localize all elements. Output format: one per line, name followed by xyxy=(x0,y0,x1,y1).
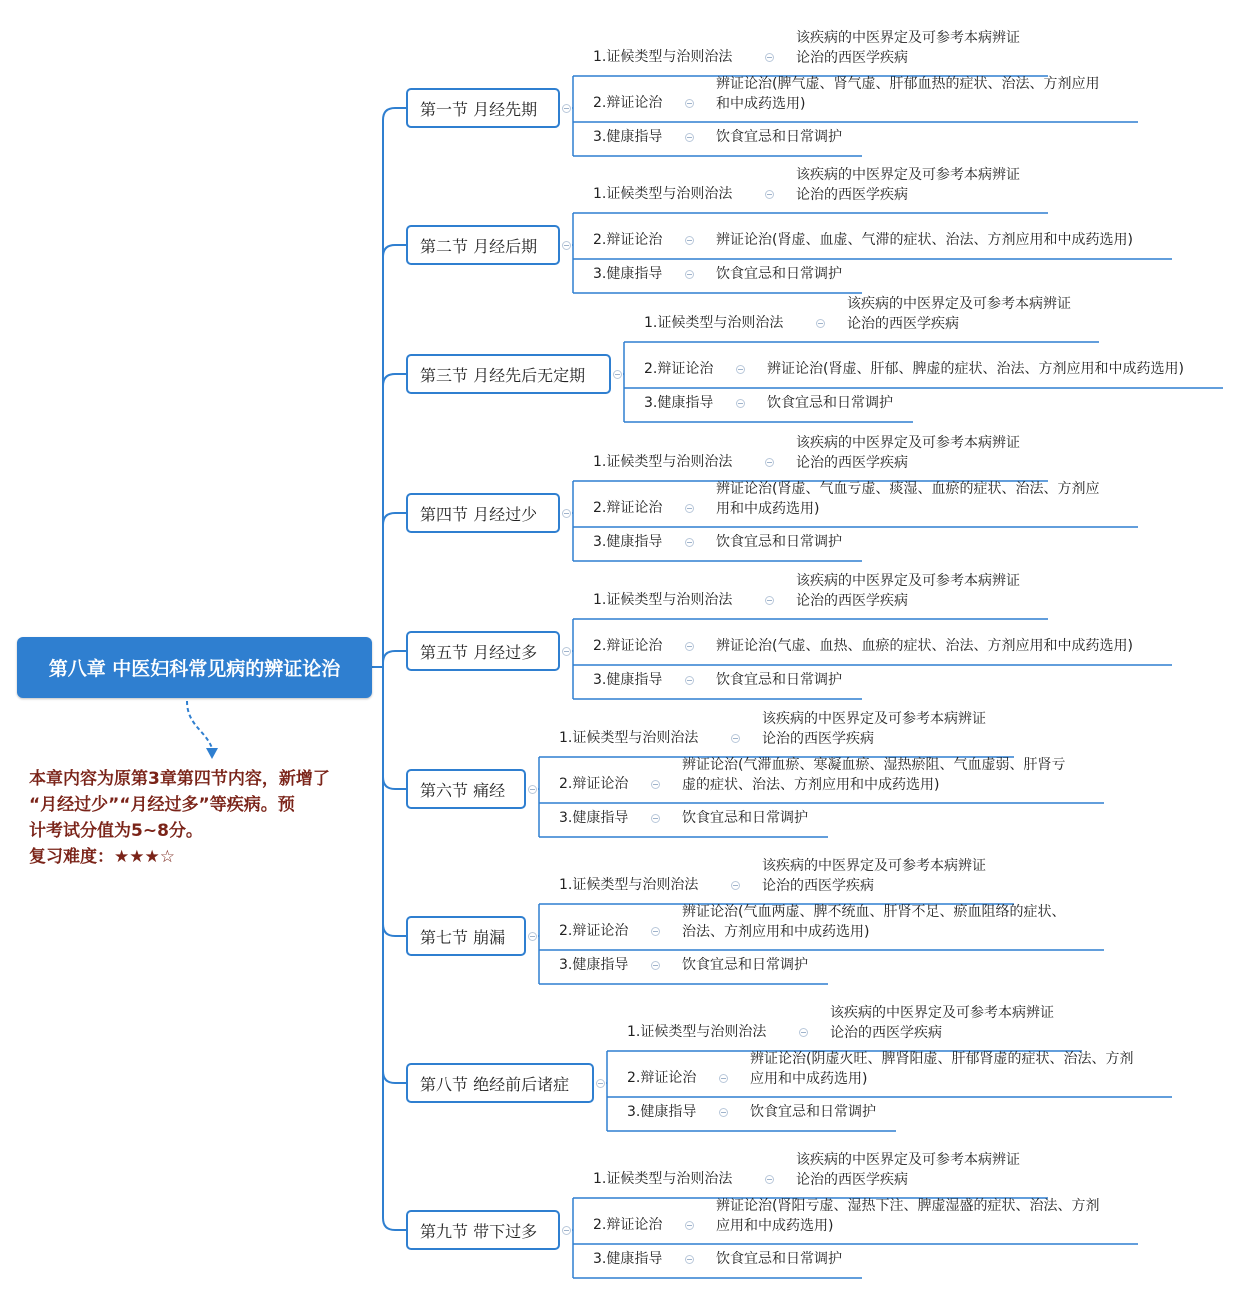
collapse-toggle-icon[interactable] xyxy=(562,104,571,113)
leaf-text xyxy=(716,636,1133,656)
leaf-text xyxy=(682,955,808,975)
leaf-text xyxy=(750,1049,1133,1089)
leaf-line: 该疾病的中医界定及可参考本病辨证 xyxy=(796,30,1020,46)
leaf-text xyxy=(796,28,1020,68)
leaf-line: 和中成药选用) xyxy=(716,96,806,112)
section-title: 第四节 月经过少 xyxy=(420,504,538,524)
section-connector xyxy=(383,513,406,525)
leaf-line: 论治的西医学疾病 xyxy=(796,593,908,609)
subtopic-label[interactable]: 3.健康指导 xyxy=(559,810,629,826)
leaf-line: 用和中成药选用) xyxy=(716,501,820,517)
leaf-line: 该疾病的中医界定及可参考本病辨证 xyxy=(762,858,986,874)
leaf-line: 饮食宜忌和日常调护 xyxy=(716,266,842,282)
collapse-toggle-icon[interactable] xyxy=(562,1226,571,1235)
collapse-toggle-icon[interactable] xyxy=(685,99,694,108)
section-connector xyxy=(383,651,406,663)
section-title: 第一节 月经先期 xyxy=(420,99,538,119)
section-title: 第五节 月经过多 xyxy=(420,642,538,662)
subtopic-label[interactable]: 2.辩证论治 xyxy=(593,232,663,248)
section-connector xyxy=(383,777,406,789)
subtopic-label[interactable]: 2.辩证论治 xyxy=(593,638,663,654)
subtopic-label[interactable]: 3.健康指导 xyxy=(593,534,663,550)
collapse-toggle-icon[interactable] xyxy=(651,927,660,936)
section-connector xyxy=(383,1071,406,1083)
root-title: 第八章 中医妇科常见病的辨证论治 xyxy=(48,658,341,680)
section-node[interactable] xyxy=(406,493,560,533)
collapse-toggle-icon[interactable] xyxy=(651,961,660,970)
collapse-toggle-icon[interactable] xyxy=(596,1079,605,1088)
leaf-text xyxy=(767,393,893,413)
subtopic-label[interactable]: 3.健康指导 xyxy=(559,957,629,973)
subtopic-label[interactable]: 2.辩证论治 xyxy=(627,1070,697,1086)
section-connector xyxy=(383,245,406,257)
leaf-line: 论治的西医学疾病 xyxy=(762,731,874,747)
note-link-arrow xyxy=(206,748,218,759)
leaf-line: 饮食宜忌和日常调护 xyxy=(716,672,842,688)
note-line: “月经过少”“月经过多”等疾病。预 xyxy=(29,795,295,815)
section-title: 第二节 月经后期 xyxy=(420,236,538,256)
section-node[interactable] xyxy=(406,1210,560,1250)
note-line: 计考试分值为5~8分。 xyxy=(29,821,203,841)
subtopic-label[interactable]: 1.证候类型与治则治法 xyxy=(593,49,733,65)
leaf-line: 辨证论治(气滞血瘀、寒凝血瘀、湿热瘀阻、气血虚弱、肝肾亏 xyxy=(682,757,1066,773)
section-title: 第九节 带下过多 xyxy=(420,1221,538,1241)
collapse-toggle-icon[interactable] xyxy=(613,370,622,379)
leaf-line: 饮食宜忌和日常调护 xyxy=(716,534,842,550)
leaf-line: 该疾病的中医界定及可参考本病辨证 xyxy=(796,573,1020,589)
root-topic[interactable] xyxy=(17,637,372,698)
collapse-toggle-icon[interactable] xyxy=(731,881,740,890)
collapse-toggle-icon[interactable] xyxy=(685,133,694,142)
leaf-line: 该疾病的中医界定及可参考本病辨证 xyxy=(796,435,1020,451)
leaf-line: 治法、方剂应用和中成药选用) xyxy=(682,924,870,940)
leaf-line: 应用和中成药选用) xyxy=(750,1071,868,1087)
leaf-line: 饮食宜忌和日常调护 xyxy=(716,129,842,145)
section-title: 第八节 绝经前后诸症 xyxy=(420,1074,570,1094)
subtopic-label[interactable]: 2.辩证论治 xyxy=(644,361,714,377)
leaf-line: 论治的西医学疾病 xyxy=(796,187,908,203)
leaf-line: 论治的西医学疾病 xyxy=(847,316,959,332)
collapse-toggle-icon[interactable] xyxy=(685,270,694,279)
collapse-toggle-icon[interactable] xyxy=(765,596,774,605)
leaf-text xyxy=(682,902,1065,942)
leaf-line: 论治的西医学疾病 xyxy=(796,455,908,471)
section-connector xyxy=(383,924,406,936)
collapse-toggle-icon[interactable] xyxy=(765,458,774,467)
collapse-toggle-icon[interactable] xyxy=(562,241,571,250)
section-node[interactable] xyxy=(406,225,560,265)
section-node[interactable] xyxy=(406,88,560,128)
leaf-line: 饮食宜忌和日常调护 xyxy=(716,1251,842,1267)
collapse-toggle-icon[interactable] xyxy=(719,1108,728,1117)
collapse-toggle-icon[interactable] xyxy=(765,1175,774,1184)
leaf-text xyxy=(762,856,986,896)
section-title: 第六节 痛经 xyxy=(420,780,506,800)
leaf-line: 辨证论治(肾虚、肝郁、脾虚的症状、治法、方剂应用和中成药选用) xyxy=(767,361,1184,377)
leaf-line: 辨证论治(肾虚、血虚、气滞的症状、治法、方剂应用和中成药选用) xyxy=(716,232,1133,248)
leaf-line: 饮食宜忌和日常调护 xyxy=(750,1104,876,1120)
section-node[interactable] xyxy=(406,916,526,956)
section-connector xyxy=(383,1218,406,1230)
collapse-toggle-icon[interactable] xyxy=(685,1255,694,1264)
leaf-line: 论治的西医学疾病 xyxy=(796,50,908,66)
leaf-line: 该疾病的中医界定及可参考本病辨证 xyxy=(830,1005,1054,1021)
collapse-toggle-icon[interactable] xyxy=(685,538,694,547)
leaf-line: 辨证论治(肾虚、气血亏虚、痰湿、血瘀的症状、治法、方剂应 xyxy=(716,481,1100,497)
leaf-line: 该疾病的中医界定及可参考本病辨证 xyxy=(847,296,1071,312)
subtopic-label[interactable]: 3.健康指导 xyxy=(593,672,663,688)
leaf-line: 辨证论治(脾气虚、肾气虚、肝郁血热的症状、治法、方剂应用 xyxy=(716,76,1100,92)
collapse-toggle-icon[interactable] xyxy=(719,1074,728,1083)
leaf-line: 该疾病的中医界定及可参考本病辨证 xyxy=(796,1152,1020,1168)
leaf-text xyxy=(750,1102,876,1122)
subtopic-label[interactable]: 2.辩证论治 xyxy=(593,500,663,516)
leaf-text xyxy=(682,808,808,828)
leaf-text xyxy=(716,230,1133,250)
leaf-line: 论治的西医学疾病 xyxy=(830,1025,942,1041)
subtopic-label[interactable]: 1.证候类型与治则治法 xyxy=(593,592,733,608)
subtopic-label[interactable]: 2.辩证论治 xyxy=(593,1217,663,1233)
leaf-text xyxy=(767,359,1184,379)
collapse-toggle-icon[interactable] xyxy=(528,932,537,941)
leaf-text xyxy=(716,74,1099,114)
leaf-text xyxy=(716,1196,1099,1236)
section-node[interactable] xyxy=(406,769,526,809)
subtopic-label[interactable]: 2.辩证论治 xyxy=(559,776,629,792)
subtopic-label[interactable]: 1.证候类型与治则治法 xyxy=(627,1024,767,1040)
leaf-line: 论治的西医学疾病 xyxy=(762,878,874,894)
note-link xyxy=(187,701,212,748)
collapse-toggle-icon[interactable] xyxy=(765,53,774,62)
section-connector xyxy=(383,108,406,120)
leaf-text xyxy=(716,264,842,284)
collapse-toggle-icon[interactable] xyxy=(736,365,745,374)
leaf-text xyxy=(716,479,1099,519)
collapse-toggle-icon[interactable] xyxy=(685,504,694,513)
section-node[interactable] xyxy=(406,354,611,394)
subtopic-label[interactable]: 3.健康指导 xyxy=(627,1104,697,1120)
leaf-line: 辨证论治(阴虚火旺、脾肾阳虚、肝郁肾虚的症状、治法、方剂 xyxy=(750,1051,1134,1067)
collapse-toggle-icon[interactable] xyxy=(562,509,571,518)
subtopic-label[interactable]: 3.健康指导 xyxy=(644,395,714,411)
leaf-line: 应用和中成药选用) xyxy=(716,1218,834,1234)
collapse-toggle-icon[interactable] xyxy=(765,190,774,199)
subtopic-label[interactable]: 3.健康指导 xyxy=(593,1251,663,1267)
leaf-text xyxy=(716,127,842,147)
subtopic-label[interactable]: 3.健康指导 xyxy=(593,129,663,145)
collapse-toggle-icon[interactable] xyxy=(799,1028,808,1037)
leaf-text xyxy=(830,1003,1054,1043)
subtopic-label[interactable]: 3.健康指导 xyxy=(593,266,663,282)
collapse-toggle-icon[interactable] xyxy=(731,734,740,743)
subtopic-label[interactable]: 1.证候类型与治则治法 xyxy=(593,186,733,202)
collapse-toggle-icon[interactable] xyxy=(685,642,694,651)
leaf-text xyxy=(847,294,1071,334)
leaf-line: 虚的症状、治法、方剂应用和中成药选用) xyxy=(682,777,940,793)
collapse-toggle-icon[interactable] xyxy=(651,814,660,823)
subtopic-label[interactable]: 1.证候类型与治则治法 xyxy=(593,454,733,470)
collapse-toggle-icon[interactable] xyxy=(528,785,537,794)
leaf-line: 论治的西医学疾病 xyxy=(796,1172,908,1188)
leaf-line: 辨证论治(气虚、血热、血瘀的症状、治法、方剂应用和中成药选用) xyxy=(716,638,1133,654)
collapse-toggle-icon[interactable] xyxy=(816,319,825,328)
subtopic-label[interactable]: 1.证候类型与治则治法 xyxy=(644,315,784,331)
leaf-line: 辨证论治(气血两虚、脾不统血、肝肾不足、瘀血阻络的症状、 xyxy=(682,904,1066,920)
section-connector xyxy=(383,374,406,386)
leaf-line: 饮食宜忌和日常调护 xyxy=(682,957,808,973)
leaf-line: 辨证论治(肾阳亏虚、湿热下注、脾虚湿盛的症状、治法、方剂 xyxy=(716,1198,1100,1214)
leaf-text xyxy=(716,532,842,552)
section-node[interactable] xyxy=(406,1063,594,1103)
chapter-note xyxy=(29,766,369,870)
collapse-toggle-icon[interactable] xyxy=(685,236,694,245)
note-line: 复习难度：★★★☆ xyxy=(29,847,175,867)
leaf-text xyxy=(762,709,986,749)
leaf-line: 饮食宜忌和日常调护 xyxy=(767,395,893,411)
collapse-toggle-icon[interactable] xyxy=(685,676,694,685)
leaf-text xyxy=(796,1150,1020,1190)
subtopic-label[interactable]: 1.证候类型与治则治法 xyxy=(559,877,699,893)
collapse-toggle-icon[interactable] xyxy=(651,780,660,789)
leaf-line: 该疾病的中医界定及可参考本病辨证 xyxy=(796,167,1020,183)
subtopic-label[interactable]: 2.辩证论治 xyxy=(559,923,629,939)
section-title: 第七节 崩漏 xyxy=(420,927,506,947)
leaf-text xyxy=(796,571,1020,611)
section-title: 第三节 月经先后无定期 xyxy=(420,365,586,385)
subtopic-label[interactable]: 1.证候类型与治则治法 xyxy=(559,730,699,746)
note-line: 本章内容为原第3章第四节内容，新增了 xyxy=(29,769,330,789)
leaf-text xyxy=(716,1249,842,1269)
subtopic-label[interactable]: 2.辩证论治 xyxy=(593,95,663,111)
collapse-toggle-icon[interactable] xyxy=(736,399,745,408)
leaf-line: 饮食宜忌和日常调护 xyxy=(682,810,808,826)
section-node[interactable] xyxy=(406,631,560,671)
leaf-text xyxy=(682,755,1065,795)
leaf-text xyxy=(796,165,1020,205)
leaf-text xyxy=(716,670,842,690)
subtopic-label[interactable]: 1.证候类型与治则治法 xyxy=(593,1171,733,1187)
leaf-line: 该疾病的中医界定及可参考本病辨证 xyxy=(762,711,986,727)
leaf-text xyxy=(796,433,1020,473)
collapse-toggle-icon[interactable] xyxy=(685,1221,694,1230)
collapse-toggle-icon[interactable] xyxy=(562,647,571,656)
